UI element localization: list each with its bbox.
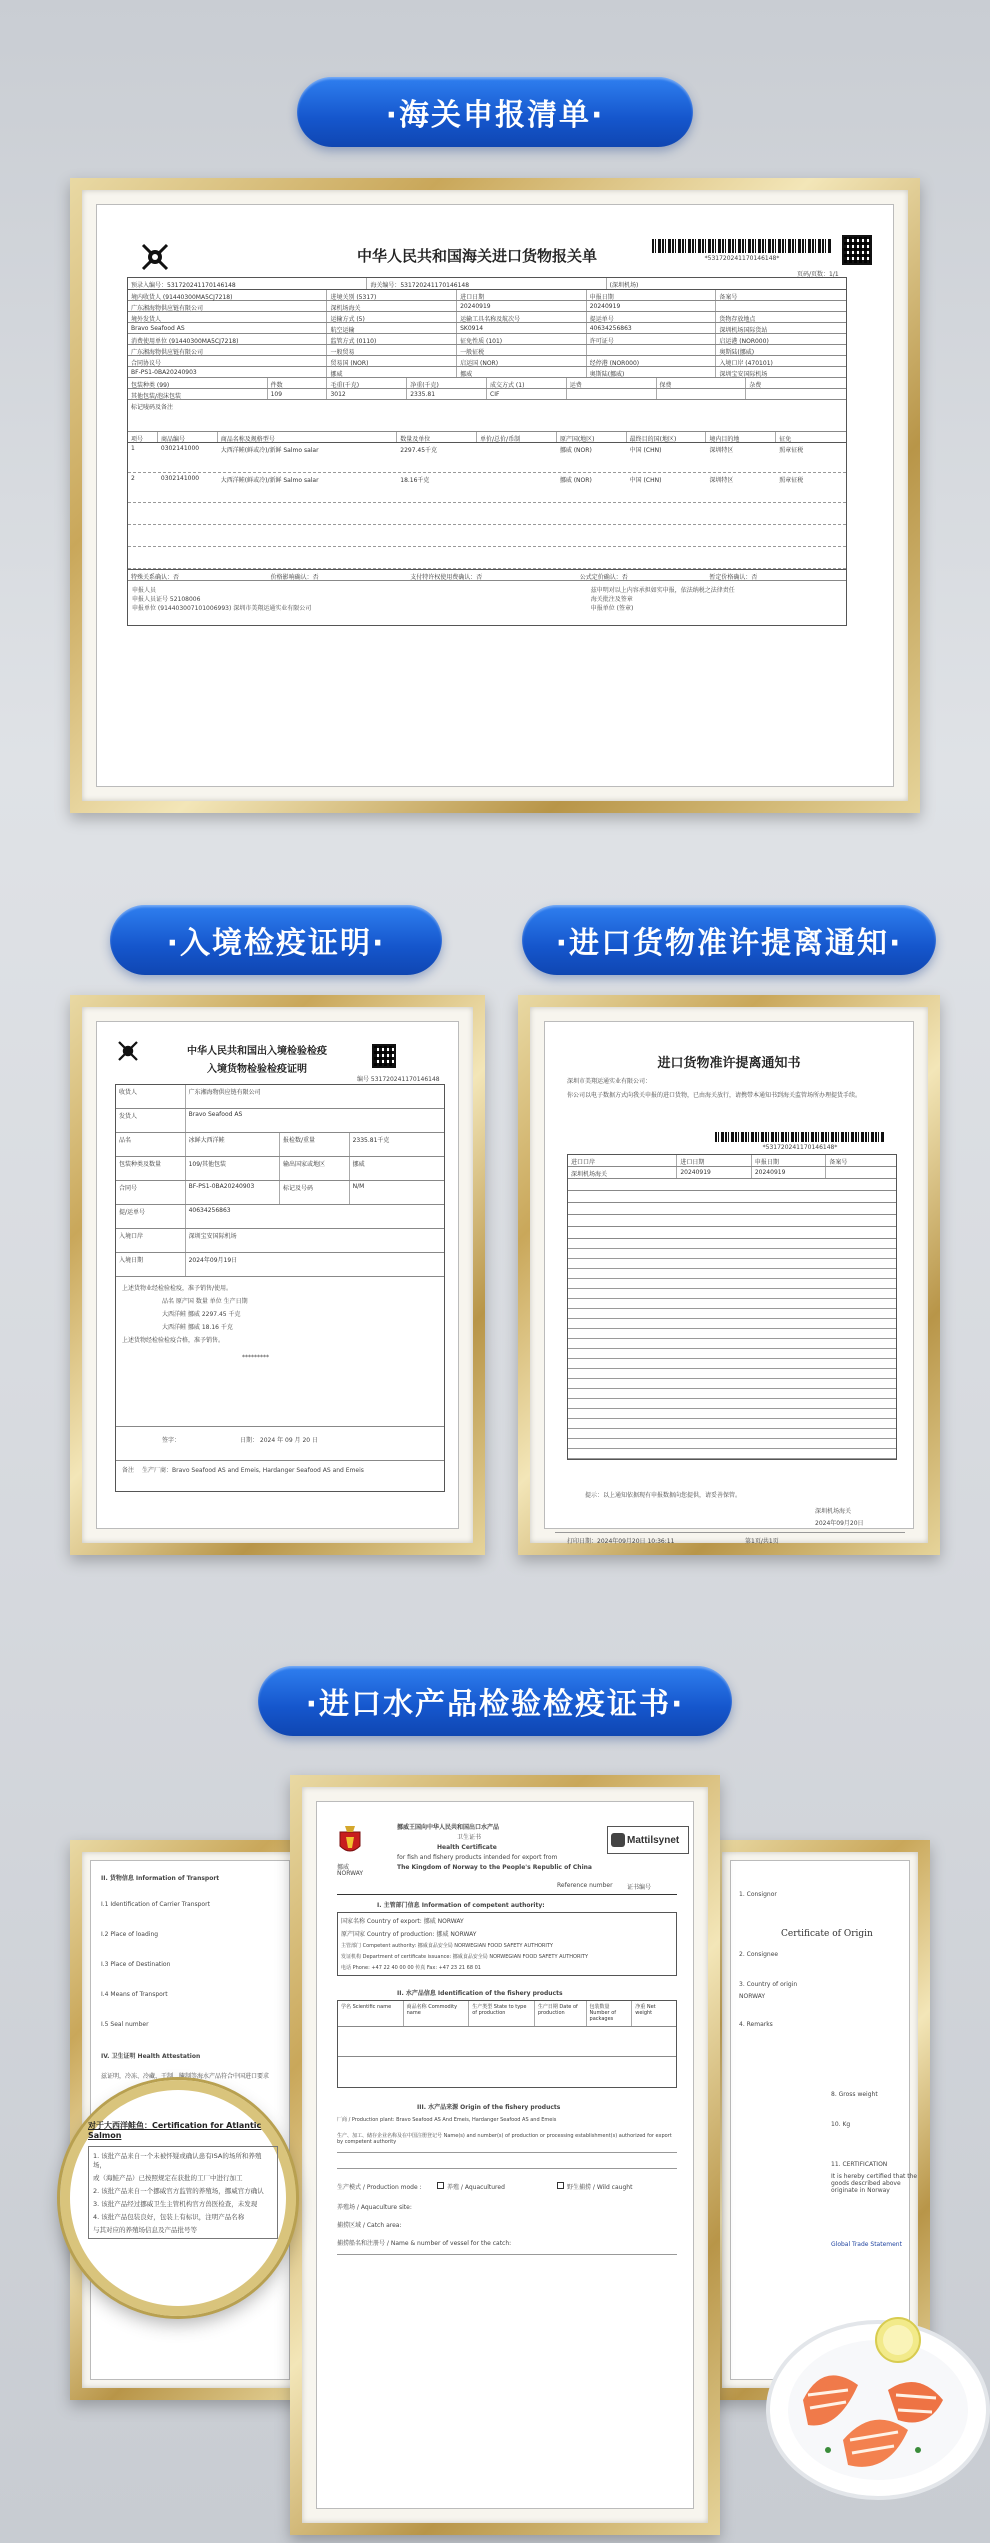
field-transport: 航空运输 (327, 323, 457, 333)
transport-line: I.4 Means of Transport (101, 1991, 168, 1998)
goods-dest: 中国 (CHN) (629, 477, 662, 484)
release-title: 进口货物准许提离通知书 (657, 1056, 801, 1071)
inspection-value: 109/其他包装 (186, 1157, 280, 1180)
inspection-remark-label: 备注 (122, 1467, 135, 1474)
field-marks: 标记唛码及备注 (131, 404, 174, 411)
field-license (587, 345, 717, 355)
inspection-value: 2335.81千克 (352, 1137, 390, 1144)
field-receiver: 广东湘海物供应链有限公司 (128, 301, 327, 311)
mattilsynet-brand: Mattilsynet (627, 1834, 680, 1846)
release-number: *531720241170146148* (762, 1144, 838, 1151)
goods-tax: 照章征税 (779, 477, 804, 484)
reference-value: 证书编号 (627, 1884, 652, 1891)
customs-row-1 (128, 290, 846, 301)
customs-row-10 (128, 389, 846, 400)
health-sub-en2: The Kingdom of Norway to the People's Republic of China (397, 1864, 592, 1871)
health-cert-frame (290, 1775, 720, 2535)
release-barcode (715, 1132, 885, 1142)
customs-row-6 (128, 345, 846, 356)
catch-area-label: 捕捞区域 / Catch area: (337, 2222, 402, 2229)
field-misc (746, 389, 846, 399)
vessel-label: 捕捞船名和注册号 / Name & number of vessel for the catch: (337, 2240, 512, 2247)
section1-box (337, 1912, 677, 1976)
field-package: 其他包装/泡沫包装 (128, 389, 268, 399)
field-port: (深圳机场) (609, 282, 639, 289)
goods-tax: 照章征税 (779, 447, 804, 454)
field-receiver-label: 境内收货人 (91440300MA5CJ7218) (128, 290, 327, 300)
field-declare-date-label: 申报日期 (587, 290, 717, 300)
inspection-value: N/M (352, 1183, 365, 1190)
field-prerecord: 预录入编号：531720241170146148 (128, 278, 367, 289)
customs-doc-title: 中华人民共和国海关进口货物报关单 (357, 247, 598, 265)
customs-row-4 (128, 323, 846, 334)
goods-item: 2 (131, 475, 135, 482)
field-storage-label: 货物存放地点 (719, 316, 756, 323)
inspection-subtitle: 入境货物检验检疫证明 (207, 1064, 307, 1075)
section2-header-row (338, 2001, 676, 2027)
field-consumer-label: 消费使用单位 (91440300MA5CJ7218) (128, 334, 327, 344)
release-notice: 提示：以上通知依据现有申报数据向您提供，请妥善保管。 (585, 1492, 742, 1499)
goods-price (477, 473, 557, 502)
section2-table (337, 2000, 677, 2088)
norway-label-en: NORWAY (337, 1870, 364, 1877)
section3-title: III. 水产品来源 Origin of the fishery products (417, 2104, 561, 2111)
customs-declaration-frame (70, 178, 920, 813)
aquaculture-label: 养殖 / Aquacultured (447, 2184, 505, 2191)
customs-decl-row (128, 581, 846, 625)
inspection-line: 上述货物业经检验检疫，准予销售/使用。 (122, 1285, 233, 1292)
footer-provisional: 暂定价格确认：否 (709, 574, 758, 581)
inspection-label: 入境口岸 (116, 1229, 186, 1252)
inspection-label: 报检数/重量 (280, 1133, 350, 1156)
section2-header: 学名 Scientific name (338, 2001, 404, 2026)
section2-title: II. 水产品信息 Identification of the fishery products (397, 1990, 563, 1997)
inspection-label: 输出国家或地区 (280, 1157, 350, 1180)
field-storage: 深圳机场国际货站 (719, 327, 768, 334)
field-package-label: 包装种类 (99) (128, 378, 268, 388)
origin-line: 11. CERTIFICATION (831, 2161, 888, 2168)
origin-line: 10. Kg (831, 2121, 851, 2128)
declarant-sign: 申报单位 (签章) (590, 605, 634, 612)
field-record-label: 备案号 (719, 294, 738, 301)
field-trade-country-label: 贸易国 (NOR) (327, 356, 457, 366)
inspection-frame (70, 995, 485, 1555)
field-shipper: Bravo Seafood AS (128, 323, 327, 333)
salmon-plate-illustration (748, 2290, 988, 2510)
field-shipper-label: 境外发货人 (128, 312, 327, 322)
release-document (544, 1021, 914, 1545)
empty-line (128, 503, 846, 525)
section2-blank-row (338, 2027, 676, 2057)
field-import-date-label: 进口日期 (457, 290, 587, 300)
field-contract-label: 合同协议号 (128, 356, 327, 366)
goods-dest: 中国 (CHN) (629, 447, 662, 454)
field-declare-date: 20240919 (587, 301, 717, 311)
field-departure: 奥斯陆(挪威) (719, 349, 755, 356)
field-record (716, 301, 846, 311)
release-blank-row (568, 1227, 896, 1239)
field-terms: CIF (487, 389, 567, 399)
release-blank-row (568, 1179, 896, 1191)
inspection-emblem-icon (113, 1036, 143, 1066)
release-frame (518, 995, 940, 1555)
inspection-title: 中华人民共和国出入境检验检疫 (187, 1046, 327, 1057)
inspection-value: 广东湘海物供应链有限公司 (188, 1089, 261, 1096)
section-title-aquatic: ·进口水产品检验检疫证书· (258, 1666, 732, 1736)
magnifier-line: 与其对应的养殖场信息及产品批号等 (93, 2226, 197, 2234)
field-bl-label: 提运单号 (587, 312, 717, 322)
inspection-date: 日期： 2024 年 09 月 20 日 (240, 1437, 318, 1444)
section-title-customs: ·海关申报清单· (297, 77, 693, 147)
section2-header: 生产类型 State to type of production (469, 2001, 535, 2026)
customs-row-marks (128, 400, 846, 432)
empty-line (128, 525, 846, 547)
magnifier-line: 3. 该批产品经过挪威卫生主管机构官方兽医检查，未发现 (93, 2200, 258, 2208)
magnifier-lens (60, 2080, 296, 2316)
health-sub-en: for fish and fishery products intended for export from (397, 1854, 558, 1861)
footer-royalty: 支付特许权使用费确认：否 (410, 574, 483, 581)
inspection-value: BF-PS1-0BA20240903 (186, 1181, 280, 1204)
inspection-row (116, 1229, 444, 1253)
field-terms-label: 成交方式 (1) (487, 378, 567, 388)
customs-declaration-document (96, 204, 894, 787)
inspection-qr-code (372, 1044, 396, 1068)
customs-row-2 (128, 301, 846, 312)
field-transport-label: 运输方式 (5) (327, 312, 457, 322)
goods-header-item: 项号 (128, 432, 158, 442)
section1-title: I. 主管部门信息 Information of competent authority: (377, 1902, 545, 1909)
health-title-cn: 挪威王国向中华人民共和国出口水产品 (397, 1824, 500, 1831)
section1-line: 国家名称 Country of export: 挪威 NORWAY (341, 1918, 464, 1925)
field-supervision-label: 监管方式 (0110) (327, 334, 457, 344)
field-vessel: SK0914 (457, 323, 587, 333)
customs-footer-row (128, 569, 846, 581)
customs-fields-table (127, 277, 847, 626)
release-footer-line (555, 1532, 905, 1533)
inspection-label: 合同号 (116, 1181, 186, 1204)
transport-line: I.1 Identification of Carrier Transport (101, 1901, 210, 1908)
customs-row-0 (128, 278, 846, 290)
section2-header: 商品名称 Commodity name (404, 2001, 470, 2026)
release-header-row (568, 1155, 896, 1167)
field-entry: 深机场海关 (327, 301, 457, 311)
field-insurance (657, 389, 747, 399)
norway-crest-icon (337, 1824, 363, 1858)
section1-line: 主管部门 Competent authority: 挪威食品安全局 NORWEGIAN FOOD SAFETY AUTHORITY (341, 1943, 553, 1949)
customs-row-8 (128, 367, 846, 378)
reference-label: Reference number (557, 1882, 613, 1889)
health-cert-document (316, 1801, 694, 2509)
aquaculture-site-label: 养殖场 / Aquaculture site: (337, 2204, 412, 2211)
section1-line: 电话 Phone: +47 22 40 00 00 传真 Fax: +47 23 21 68 01 (341, 1965, 481, 1971)
inspection-remark-row (116, 1461, 444, 1491)
release-header: 备案号 (829, 1159, 848, 1166)
release-value: 20240919 (752, 1167, 827, 1178)
goods-name: 大西洋鲑(鲜或冷)/新鲜 Salmo salar (220, 447, 319, 454)
origin-line: NORWAY (739, 1993, 766, 2000)
goods-item: 1 (131, 445, 135, 452)
field-entry-port-label: 入境口岸 (470101) (719, 360, 773, 367)
release-value: 20240919 (677, 1167, 752, 1178)
declarant-id: 申报人员证号 52108006 (132, 596, 201, 603)
inspection-label: 收货人 (116, 1085, 186, 1108)
section1-line: 原产国家 Country of production: 挪威 NORWAY (341, 1931, 477, 1938)
divider (337, 2152, 677, 2153)
magnifier-content (88, 2120, 278, 2239)
field-transit-label: 经停港 (NOR000) (587, 356, 717, 366)
inspection-value: 深圳宝安国际机场 (188, 1233, 237, 1240)
release-blank-row (568, 1215, 896, 1227)
goods-origin: 挪威 (NOR) (559, 447, 592, 454)
goods-header-domestic: 境内目的地 (706, 432, 776, 442)
transport-line: I.3 Place of Destination (101, 1961, 171, 1968)
section-title-release: ·进口货物准许提离通知· (522, 905, 936, 975)
divider (337, 1894, 677, 1895)
health-attest-intro: 兹证明，冷冻、冷藏、干制、腌制等海水产品符合中国进口要求 (101, 2073, 270, 2080)
field-departure-label: 启运港 (NOR000) (719, 338, 769, 345)
transport-line: I.5 Seal number (101, 2021, 149, 2028)
goods-header-qty: 数量及单位 (397, 432, 477, 442)
field-origin-country-label: 启运国 (NOR) (457, 356, 587, 366)
empty-line (128, 547, 846, 569)
goods-header-row (128, 432, 846, 443)
field-freight-label: 运费 (567, 378, 657, 388)
release-value-row (568, 1167, 896, 1179)
goods-header-code: 商品编号 (158, 432, 218, 442)
release-table (567, 1154, 897, 1460)
inspection-label: 发货人 (116, 1109, 186, 1132)
magnifier-line: 2. 该批产品来自一个挪威官方监管的养殖场，挪威官方确认 (93, 2187, 264, 2195)
section3-line: 生产、加工、储存企业名称及在中国注册登记号 Name(s) and number(s) of production or processing establishment(s) authorized for export by competent authority (337, 2133, 672, 2145)
goods-name: 大西洋鲑(鲜或冷)/新鲜 Salmo salar (220, 477, 319, 484)
section-title-inspection: ·入境检疫证明· (110, 905, 442, 975)
field-freight (567, 389, 657, 399)
release-value (826, 1167, 896, 1178)
field-tax-label: 征免性质 (101) (457, 334, 587, 344)
magnifier-line: 4. 该批产品包装良好，包装上有标识，注明产品名称 (93, 2213, 245, 2221)
section2-header: 生产日期 Date of production (535, 2001, 587, 2026)
magnifier-title: 对于大西洋鲑鱼：Certification for Atlantic Salmon (88, 2121, 262, 2140)
inspection-document (96, 1021, 459, 1529)
section3-line: 厂商 / Production plant: Bravo Seafood AS And Emeis, Hardanger Seafood AS and Emeis (337, 2117, 557, 2123)
release-to: 深圳市美翔运通实业有限公司： (567, 1078, 652, 1085)
goods-domestic: 深圳特区 (709, 477, 734, 484)
field-net-label: 净重(千克) (407, 378, 487, 388)
mattilsynet-logo-icon (611, 1833, 625, 1847)
inspection-label: 提/运单号 (116, 1205, 186, 1228)
customs-row-3 (128, 312, 846, 323)
customs-qr-code (842, 235, 872, 265)
inspection-line: 上述货物经检验检疫合格，准予销售。 (122, 1337, 225, 1344)
goods-header-tax: 征免 (779, 436, 792, 443)
inspection-row (116, 1205, 444, 1229)
field-origin-country: 挪威 (457, 367, 587, 377)
field-pieces-label: 件数 (268, 378, 328, 388)
origin-cert-title: Certificate of Origin (781, 1929, 873, 1939)
norway-label-cn: 挪威 (337, 1864, 350, 1871)
field-transit: 奥斯陆(挪威) (587, 367, 717, 377)
health-title-cn2: 卫生证书 (457, 1834, 482, 1841)
goods-header-dest: 最终目的国(地区) (627, 432, 707, 442)
origin-line: It is hereby certified that the goods described above originate in Norway (831, 2173, 918, 2194)
inspection-number: 编号 531720241170146148 (357, 1076, 440, 1083)
goods-row (128, 473, 846, 503)
goods-row (128, 443, 846, 473)
aquaculture-checkbox (437, 2182, 444, 2189)
release-intro: 你公司以电子数据方式向我关申报的进口货物，已由海关放行，请携带本通知书到海关监管场所办理提货手续。 (567, 1092, 862, 1099)
field-insurance-label: 保费 (657, 378, 747, 388)
customs-row-5 (128, 334, 846, 345)
inspection-line: 大西洋鲑 挪威 18.16 千克 (162, 1324, 233, 1331)
transport-title: II. 货物信息 Information of Transport (101, 1875, 220, 1882)
field-bl: 40634256863 (587, 323, 717, 333)
field-customs-no: 海关编号：531720241170146148 (367, 278, 606, 289)
footer-price-impact: 价格影响确认：否 (270, 574, 319, 581)
inspection-line: ********* (242, 1354, 269, 1361)
field-tax: 一般征税 (457, 345, 587, 355)
inspection-row (116, 1109, 444, 1133)
field-pieces: 109 (268, 389, 328, 399)
release-print-date: 打印日期：2024年09月20日 10:36:11 (567, 1538, 675, 1545)
customs-row-7 (128, 356, 846, 367)
inspection-value: 冰鲜大西洋鲑 (186, 1133, 280, 1156)
inspection-remark: 生产厂商：Bravo Seafood AS and Emeis, Hardanger Seafood AS and Emeis (142, 1467, 364, 1474)
origin-line: 1. Consignor (739, 1891, 777, 1898)
inspection-value: Bravo Seafood AS (188, 1111, 243, 1118)
field-net: 2335.81 (407, 389, 487, 399)
inspection-body (116, 1277, 444, 1427)
customs-doc-number: *531720241170146148* (704, 255, 780, 262)
footer-special: 特殊关系确认：否 (131, 574, 180, 581)
inspection-label: 包装种类及数量 (116, 1157, 186, 1180)
declarant-person: 申报人员 (132, 587, 157, 594)
customs-note: 海关批注及签章 (590, 596, 633, 603)
field-entry-port: 深圳宝安国际机场 (719, 371, 768, 378)
wild-caught-label: 野生捕捞 / Wild caught (567, 2184, 633, 2191)
inspection-sign-row (116, 1427, 444, 1461)
field-misc-label: 杂费 (749, 382, 762, 389)
inspection-row (116, 1133, 444, 1157)
divider (337, 2168, 677, 2169)
salmon-plate-image (748, 2290, 988, 2510)
customs-row-9 (128, 378, 846, 389)
inspection-value: 2024年09月19日 (188, 1257, 238, 1264)
inspection-row (116, 1085, 444, 1109)
field-import-date: 20240919 (457, 301, 587, 311)
origin-footer: Global Trade Statement (831, 2241, 902, 2248)
field-license-label: 许可证号 (587, 334, 717, 344)
inspection-sign: 签字： (162, 1437, 181, 1444)
origin-line: 4. Remarks (739, 2021, 773, 2028)
release-page: 第1页/共1页 (745, 1538, 779, 1545)
release-header: 进口口岸 (568, 1155, 677, 1166)
inspection-value: 40634256863 (188, 1207, 231, 1214)
origin-line: 8. Gross weight (831, 2091, 878, 2098)
release-blank-row (568, 1191, 896, 1203)
production-mode-label: 生产模式 / Production mode : (337, 2184, 422, 2191)
section2-header: 净重 Net weight (635, 2004, 656, 2016)
field-vessel-label: 运输工具名称及航次号 (457, 312, 587, 322)
release-lines-area (568, 1239, 896, 1459)
goods-domestic: 深圳特区 (709, 447, 734, 454)
magnifier-line: 或（海鲑产品）已按照规定在获批的工厂中进行加工 (93, 2174, 243, 2182)
inspection-line: 大西洋鲑 挪威 2297.45 千克 (162, 1311, 241, 1318)
release-issuer: 深圳机场海关 (815, 1508, 852, 1515)
section2-header: 包装数量 Number of packages (587, 2001, 633, 2026)
goods-price (477, 443, 557, 472)
health-attest-title: IV. 卫生证明 Health Attestation (101, 2053, 201, 2060)
goods-origin: 挪威 (NOR) (559, 477, 592, 484)
release-header: 进口日期 (677, 1155, 752, 1166)
inspection-value: 挪威 (352, 1161, 365, 1168)
inspection-row (116, 1181, 444, 1205)
customs-page-label: 页码/页数：1/1 (797, 271, 839, 278)
inspection-label: 标记及号码 (280, 1181, 350, 1204)
field-trade-country: 挪威 (327, 367, 457, 377)
wild-caught-checkbox (557, 2182, 564, 2189)
inspection-table (115, 1084, 445, 1492)
statement: 兹申明对以上内容承担如实申报，依法纳税之法律责任 (590, 587, 735, 594)
inspection-row (116, 1157, 444, 1181)
field-supervision: 一般贸易 (327, 345, 457, 355)
field-contract: BF-PS1-0BA20240903 (128, 367, 327, 377)
release-blank-row (568, 1203, 896, 1215)
inspection-label: 入境日期 (116, 1253, 186, 1276)
section1-line: 发证机构 Department of certificate issuance: 挪威食品安全局 NORWEGIAN FOOD SAFETY AUTHORITY (341, 1954, 588, 1960)
inspection-row (116, 1253, 444, 1277)
origin-line: 3. Country of origin (739, 1981, 798, 1988)
goods-header-origin: 原产国(地区) (557, 432, 627, 442)
goods-qty: 18.16千克 (400, 477, 430, 484)
declarant: 申报单位 (914403007101006993) 深圳市美翔运通实业有限公司 (132, 605, 312, 612)
field-gross: 3012 (327, 389, 407, 399)
goods-code: 0302141000 (160, 475, 200, 482)
release-value: 深圳机场海关 (568, 1167, 677, 1178)
origin-line: 2. Consignee (739, 1951, 779, 1958)
divider (337, 2254, 677, 2255)
customs-barcode (652, 239, 832, 253)
goods-header-name: 商品名称及规格型号 (218, 432, 397, 442)
release-date: 2024年09月20日 (815, 1520, 864, 1527)
health-title-en: Health Certificate (437, 1844, 497, 1851)
inspection-line: 品名 原产国 数量 单位 生产日期 (162, 1298, 248, 1305)
mattilsynet-logo (607, 1826, 689, 1854)
magnifier-line: 1. 该批产品来自一个未被怀疑或确认患有ISA的场所和养殖场， (93, 2152, 262, 2169)
magnifier-box (88, 2146, 278, 2239)
section2-blank-row (338, 2057, 676, 2087)
goods-header-price: 单价/总价/币制 (477, 432, 557, 442)
transport-line: I.2 Place of loading (101, 1931, 159, 1938)
goods-code: 0302141000 (160, 445, 200, 452)
customs-emblem-icon (135, 237, 175, 277)
release-header: 申报日期 (752, 1155, 827, 1166)
field-entry-label: 进境关别 (5317) (327, 290, 457, 300)
footer-formula: 公式定价确认：否 (579, 574, 628, 581)
goods-qty: 2297.45千克 (400, 447, 438, 454)
field-gross-label: 毛重(千克) (327, 378, 407, 388)
inspection-label: 品名 (116, 1133, 186, 1156)
field-consumer: 广东湘海物供应链有限公司 (128, 345, 327, 355)
